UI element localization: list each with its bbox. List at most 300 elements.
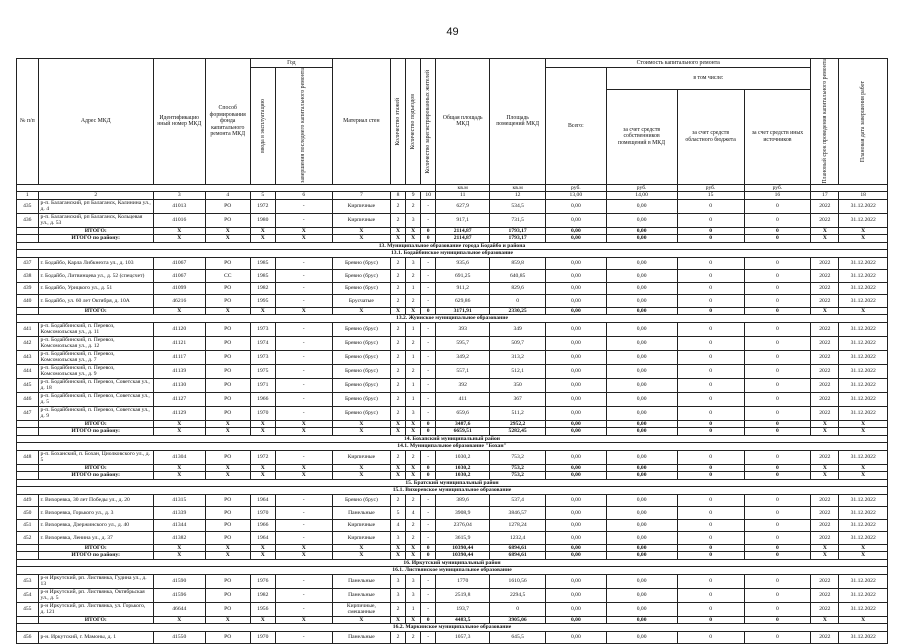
table-cell: X [205, 472, 250, 480]
address-cell: р-н Иркутский, рп. Листвянка, Октябрьская ул., д. 5 [38, 588, 153, 602]
table-cell: 829,6 [490, 282, 546, 295]
table-cell: X [275, 544, 332, 552]
column-number-cell: 6 [275, 192, 332, 200]
table-cell: 0 [744, 519, 811, 532]
table-cell: 3846,57 [490, 507, 546, 520]
table-cell: 0 [421, 472, 436, 480]
section-header-row [17, 242, 888, 250]
table-cell: 2114,87 [436, 227, 490, 235]
table-cell: X [153, 420, 205, 428]
table-cell: X [205, 544, 250, 552]
table-cell: 0 [677, 420, 744, 428]
table-cell: 2 [391, 199, 406, 213]
table-cell: 31.12.2022 [839, 364, 888, 378]
table-cell: X [406, 552, 421, 560]
table-cell: 454 [17, 588, 39, 602]
table-cell: 2 [391, 631, 406, 644]
address-cell: ИТОГО: [38, 307, 153, 315]
table-cell: РО [205, 295, 250, 308]
table-cell: 456 [17, 631, 39, 644]
table-cell: - [421, 199, 436, 213]
table-cell: 447 [17, 406, 39, 420]
table-cell: 411 [436, 392, 490, 406]
table-cell: - [421, 213, 436, 227]
table-cell: 0,00 [606, 494, 677, 507]
table-cell: X [811, 428, 839, 436]
table-cell: Панельные [332, 507, 390, 520]
table-cell: 2 [406, 532, 421, 545]
table-row [17, 282, 888, 295]
table-cell: 452 [17, 532, 39, 545]
table-cell: X [250, 552, 275, 560]
table-cell: 31.12.2022 [839, 602, 888, 616]
table-cell: X [391, 420, 406, 428]
table-cell: 2 [391, 378, 406, 392]
table-cell: 0 [744, 574, 811, 588]
table-cell: 41067 [153, 257, 205, 270]
table-cell: 1232,4 [490, 532, 546, 545]
table-cell: РО [205, 322, 250, 336]
table-cell: 0 [744, 295, 811, 308]
table-cell: 629,86 [436, 295, 490, 308]
table-cell: 2 [406, 270, 421, 283]
table-cell: 0 [744, 406, 811, 420]
table-cell: 0 [744, 307, 811, 315]
table-cell: - [275, 336, 332, 350]
unit-cell: руб. [744, 184, 811, 192]
address-cell: ИТОГО по району: [38, 552, 153, 560]
table-row [17, 378, 888, 392]
column-number-cell: 11 [436, 192, 490, 200]
table-cell: 2022 [811, 282, 839, 295]
table-cell: 31.12.2022 [839, 450, 888, 464]
table-cell: Бревно (брус) [332, 378, 390, 392]
table-cell [17, 428, 39, 436]
table-cell: 41304 [153, 450, 205, 464]
address-cell: г. Бодайбо, Карла Либкнехта ул., д. 103 [38, 257, 153, 270]
table-cell: 2022 [811, 519, 839, 532]
address-cell: г. Бодайбо, ул. 60 лет Октября, д. 10А [38, 295, 153, 308]
table-cell: 0,00 [546, 322, 606, 336]
table-cell: 41550 [153, 631, 205, 644]
table-cell: 0 [677, 307, 744, 315]
table-cell: 0 [421, 307, 436, 315]
table-cell: - [421, 574, 436, 588]
table-cell: X [153, 472, 205, 480]
table-cell: 0 [677, 350, 744, 364]
table-cell: 0,00 [606, 227, 677, 235]
column-number-cell: 13,00 [546, 192, 606, 200]
table-cell: 0 [677, 235, 744, 243]
table-cell: 0,00 [546, 519, 606, 532]
table-cell: 446 [17, 392, 39, 406]
table-cell: - [275, 199, 332, 213]
section-title: 16.1. Листвянское муниципальное образование [17, 567, 888, 575]
table-cell: X [275, 420, 332, 428]
table-cell: 0,00 [606, 378, 677, 392]
table-cell: 0,00 [606, 282, 677, 295]
table-cell: X [153, 235, 205, 243]
table-cell: X [332, 544, 390, 552]
table-cell: 0 [744, 532, 811, 545]
address-cell: ИТОГО: [38, 420, 153, 428]
table-cell: 0,00 [546, 616, 606, 624]
address-cell: р-н Иркутский, рп. Листвянка, Гудина ул., д. 13 [38, 574, 153, 588]
table-cell: Бревно (брус) [332, 336, 390, 350]
table-cell: X [391, 428, 406, 436]
address-cell: р-п. Бодайбинский, п. Перевоз, Советская ул., д. 18 [38, 378, 153, 392]
address-cell: р-н Иркутский, рп. Листвянка, ул. Горького, д. 121 [38, 602, 153, 616]
table-cell: 31.12.2022 [839, 378, 888, 392]
table-row [17, 336, 888, 350]
table-cell: 0,00 [606, 213, 677, 227]
table-cell: 1793,17 [490, 235, 546, 243]
section-title: 15. Братский муниципальный район [17, 479, 888, 487]
table-cell: 1057,3 [436, 631, 490, 644]
table-cell: X [406, 472, 421, 480]
table-header [17, 59, 888, 200]
section-header-row [17, 443, 888, 451]
table-cell: 0 [677, 602, 744, 616]
table-row [17, 199, 888, 213]
address-cell: ИТОГО по району: [38, 472, 153, 480]
table-cell: Панельные [332, 631, 390, 644]
table-cell: 1970 [250, 406, 275, 420]
table-cell: 1995 [250, 295, 275, 308]
table-cell: 0,00 [546, 227, 606, 235]
table-cell: 0 [677, 464, 744, 472]
table-cell: X [391, 544, 406, 552]
address-cell: р-п. Бодайбинский, п. Перевоз, Советская ул., д. 5 [38, 392, 153, 406]
table-cell: 1030,2 [436, 450, 490, 464]
table-cell: 349,2 [436, 350, 490, 364]
table-cell: 41121 [153, 336, 205, 350]
table-cell: X [332, 227, 390, 235]
table-cell: 31.12.2022 [839, 631, 888, 644]
table-cell: 0,00 [546, 392, 606, 406]
table-cell: 0,00 [606, 270, 677, 283]
table-cell: 2022 [811, 602, 839, 616]
table-cell: 1964 [250, 532, 275, 545]
table-cell [17, 307, 39, 315]
address-cell: р-н. Иркутский, г. Мамоны, д. 1 [38, 631, 153, 644]
table-cell: 3 [391, 588, 406, 602]
table-cell: 0 [677, 450, 744, 464]
table-cell: 6894,61 [490, 552, 546, 560]
table-cell: 41127 [153, 392, 205, 406]
table-cell: 0 [677, 322, 744, 336]
table-cell: - [421, 295, 436, 308]
table-cell: 0 [677, 282, 744, 295]
table-cell: X [406, 420, 421, 428]
table-cell: - [275, 574, 332, 588]
table-cell: 0 [677, 199, 744, 213]
total-row [17, 464, 888, 472]
table-cell: X [391, 472, 406, 480]
header-total: Всего: [546, 68, 606, 185]
table-cell: Бревно (брус) [332, 282, 390, 295]
table-cell: 0,00 [546, 406, 606, 420]
table-cell: 0,00 [606, 602, 677, 616]
table-cell [17, 464, 39, 472]
total-row [17, 428, 888, 436]
table-cell: 46216 [153, 295, 205, 308]
table-cell: 0,00 [546, 574, 606, 588]
table-cell: 4483,5 [436, 616, 490, 624]
table-cell: 0 [744, 450, 811, 464]
table-cell: X [811, 472, 839, 480]
table-cell: X [250, 307, 275, 315]
table-cell: 349 [490, 322, 546, 336]
address-cell: г. Вихоревка, 30 лет Победы ул., д. 20 [38, 494, 153, 507]
units-row [17, 184, 888, 192]
table-cell: 2 [406, 631, 421, 644]
table-cell: 41344 [153, 519, 205, 532]
table-cell: РО [205, 574, 250, 588]
table-cell: 0 [677, 428, 744, 436]
section-header-row [17, 487, 888, 495]
table-cell: 41139 [153, 364, 205, 378]
address-cell: ИТОГО по району: [38, 235, 153, 243]
table-cell: 0,00 [546, 507, 606, 520]
column-number-row [17, 192, 888, 200]
table-cell: 2022 [811, 350, 839, 364]
address-cell: р-п. Бодайбинский, п. Перевоз, Комсомольская ул., д. 9 [38, 364, 153, 378]
section-title: 13.2. Жуинское муниципальное образование [17, 315, 888, 323]
table-cell: 0,00 [546, 464, 606, 472]
table-cell: 453 [17, 574, 39, 588]
table-cell: - [275, 494, 332, 507]
table-cell: X [250, 227, 275, 235]
table-cell: Брусчатые [332, 295, 390, 308]
table-cell: 512,1 [490, 364, 546, 378]
table-cell: - [421, 588, 436, 602]
table-cell: 31.12.2022 [839, 282, 888, 295]
table-cell: 41339 [153, 507, 205, 520]
table-cell: 0 [677, 336, 744, 350]
table-cell: 0 [744, 428, 811, 436]
table-cell: 0,00 [606, 364, 677, 378]
address-cell: р-п. Бодайбинский, п. Перевоз, Комсомольская ул., д. 7 [38, 350, 153, 364]
table-cell: 0 [677, 544, 744, 552]
table-cell: 10390,44 [436, 552, 490, 560]
table-cell: 0 [744, 464, 811, 472]
table-cell: X [332, 464, 390, 472]
table-cell: X [250, 472, 275, 480]
header-cost-group: Стоимость капитального ремонта [546, 59, 811, 68]
table-cell: 2 [406, 494, 421, 507]
table-cell: 0 [744, 227, 811, 235]
table-cell: 41016 [153, 213, 205, 227]
table-cell: 0 [744, 552, 811, 560]
table-row [17, 213, 888, 227]
table-cell: X [811, 420, 839, 428]
table-cell: 0 [421, 227, 436, 235]
unit-cell: руб. [546, 184, 606, 192]
table-cell: X [839, 616, 888, 624]
table-row [17, 450, 888, 464]
table-cell: X [839, 464, 888, 472]
table-cell: 0,00 [606, 235, 677, 243]
table-cell: 2 [391, 322, 406, 336]
table-cell: 0,00 [606, 532, 677, 545]
table-cell: - [275, 378, 332, 392]
table-cell: Кирпичные [332, 450, 390, 464]
header-floors: Количество этажей [391, 59, 406, 185]
table-cell: 2 [391, 270, 406, 283]
total-row [17, 552, 888, 560]
table-cell: 41382 [153, 532, 205, 545]
table-cell: 444 [17, 364, 39, 378]
header-other: за счет средств иных источников [744, 89, 811, 184]
table-cell: X [250, 235, 275, 243]
table-cell: 2 [406, 295, 421, 308]
table-cell: X [839, 307, 888, 315]
table-cell: РО [205, 392, 250, 406]
section-header-row [17, 435, 888, 443]
table-cell: 0,00 [606, 588, 677, 602]
table-cell: - [421, 270, 436, 283]
table-cell: 2294,5 [490, 588, 546, 602]
table-cell: Кирпичные [332, 519, 390, 532]
table-cell: 0,00 [606, 406, 677, 420]
section-header-row [17, 624, 888, 632]
header-deadline: Плановая дата завершения работ [839, 59, 888, 185]
table-cell: 2 [406, 450, 421, 464]
table-cell: РО [205, 532, 250, 545]
table-cell: 0,00 [546, 307, 606, 315]
table-cell: 1 [406, 322, 421, 336]
table-cell: 2 [391, 602, 406, 616]
table-cell: 441 [17, 322, 39, 336]
table-cell: 0 [421, 428, 436, 436]
table-cell: X [153, 307, 205, 315]
table-cell: X [275, 227, 332, 235]
table-cell [17, 544, 39, 552]
table-cell: 0 [677, 270, 744, 283]
table-cell: 0,00 [606, 552, 677, 560]
table-cell: 0 [677, 574, 744, 588]
total-row [17, 227, 888, 235]
table-row [17, 507, 888, 520]
table-cell: - [421, 322, 436, 336]
table-cell: 1982 [250, 282, 275, 295]
table-cell: 0,00 [546, 257, 606, 270]
table-cell: 0 [421, 464, 436, 472]
table-cell: - [275, 602, 332, 616]
table-cell: 1974 [250, 336, 275, 350]
table-cell: X [391, 552, 406, 560]
table-cell: 753,2 [490, 464, 546, 472]
table-cell: 0,00 [606, 631, 677, 644]
table-cell: 1 [406, 392, 421, 406]
table-cell: 0,00 [606, 616, 677, 624]
table-cell: 0,00 [546, 282, 606, 295]
table-cell: РО [205, 631, 250, 644]
table-cell: 2 [391, 295, 406, 308]
table-cell: 2114,87 [436, 235, 490, 243]
table-cell: 1982 [250, 588, 275, 602]
table-cell: X [153, 616, 205, 624]
table-cell: X [332, 616, 390, 624]
table-cell: 3 [406, 257, 421, 270]
table-cell: 0 [677, 406, 744, 420]
table-body [17, 199, 888, 644]
table-cell: 1030,2 [436, 472, 490, 480]
table-cell: 2519,8 [436, 588, 490, 602]
table-cell: РО [205, 213, 250, 227]
table-cell: X [275, 428, 332, 436]
table-cell: 0 [744, 602, 811, 616]
table-cell: 2 [391, 350, 406, 364]
table-cell: 435 [17, 199, 39, 213]
table-cell: 41590 [153, 574, 205, 588]
table-cell: 2 [391, 257, 406, 270]
table-cell: 537,4 [490, 494, 546, 507]
header-wall: Материал стен [332, 59, 390, 185]
table-cell: 1972 [250, 199, 275, 213]
table-cell: 41117 [153, 350, 205, 364]
table-cell: 0,00 [546, 235, 606, 243]
section-header-row [17, 315, 888, 323]
table-cell: 442 [17, 336, 39, 350]
table-cell: 2022 [811, 406, 839, 420]
table-cell: X [250, 464, 275, 472]
table-cell: 41129 [153, 406, 205, 420]
table-cell: 3908,9 [436, 507, 490, 520]
table-cell: Бревно (брус) [332, 364, 390, 378]
table-cell: X [811, 307, 839, 315]
table-cell: X [406, 616, 421, 624]
table-cell: X [153, 464, 205, 472]
table-cell: - [275, 282, 332, 295]
unit-cell: кв.м [490, 184, 546, 192]
table-row [17, 295, 888, 308]
total-row [17, 307, 888, 315]
header-incl: в том числе: [606, 68, 811, 90]
table-cell: X [406, 428, 421, 436]
section-header-row [17, 559, 888, 567]
table-cell: 3 [406, 213, 421, 227]
table-cell: 2330,25 [490, 307, 546, 315]
table-cell: X [250, 616, 275, 624]
table-cell: 2022 [811, 199, 839, 213]
table-cell: - [275, 322, 332, 336]
table-cell: 0,00 [606, 307, 677, 315]
table-cell: 0,00 [546, 532, 606, 545]
table-cell: 3 [406, 588, 421, 602]
header-regional: за счет средств областного бюджета [677, 89, 744, 184]
table-cell: 1972 [250, 450, 275, 464]
table-cell: 3 [391, 532, 406, 545]
table-cell: 1793,17 [490, 227, 546, 235]
table-cell: X [275, 235, 332, 243]
table-cell: 2 [391, 336, 406, 350]
table-cell: - [421, 406, 436, 420]
table-cell: 691,25 [436, 270, 490, 283]
table-cell: Кирпичные [332, 199, 390, 213]
table-row [17, 519, 888, 532]
table-cell: 0,00 [546, 552, 606, 560]
table-cell: - [421, 519, 436, 532]
column-number-cell: 18 [839, 192, 888, 200]
table-cell: 0 [677, 392, 744, 406]
table-cell: 6894,61 [490, 544, 546, 552]
table-row [17, 602, 888, 616]
table-cell: - [275, 519, 332, 532]
address-cell: ИТОГО по району: [38, 428, 153, 436]
table-cell: 2 [391, 213, 406, 227]
